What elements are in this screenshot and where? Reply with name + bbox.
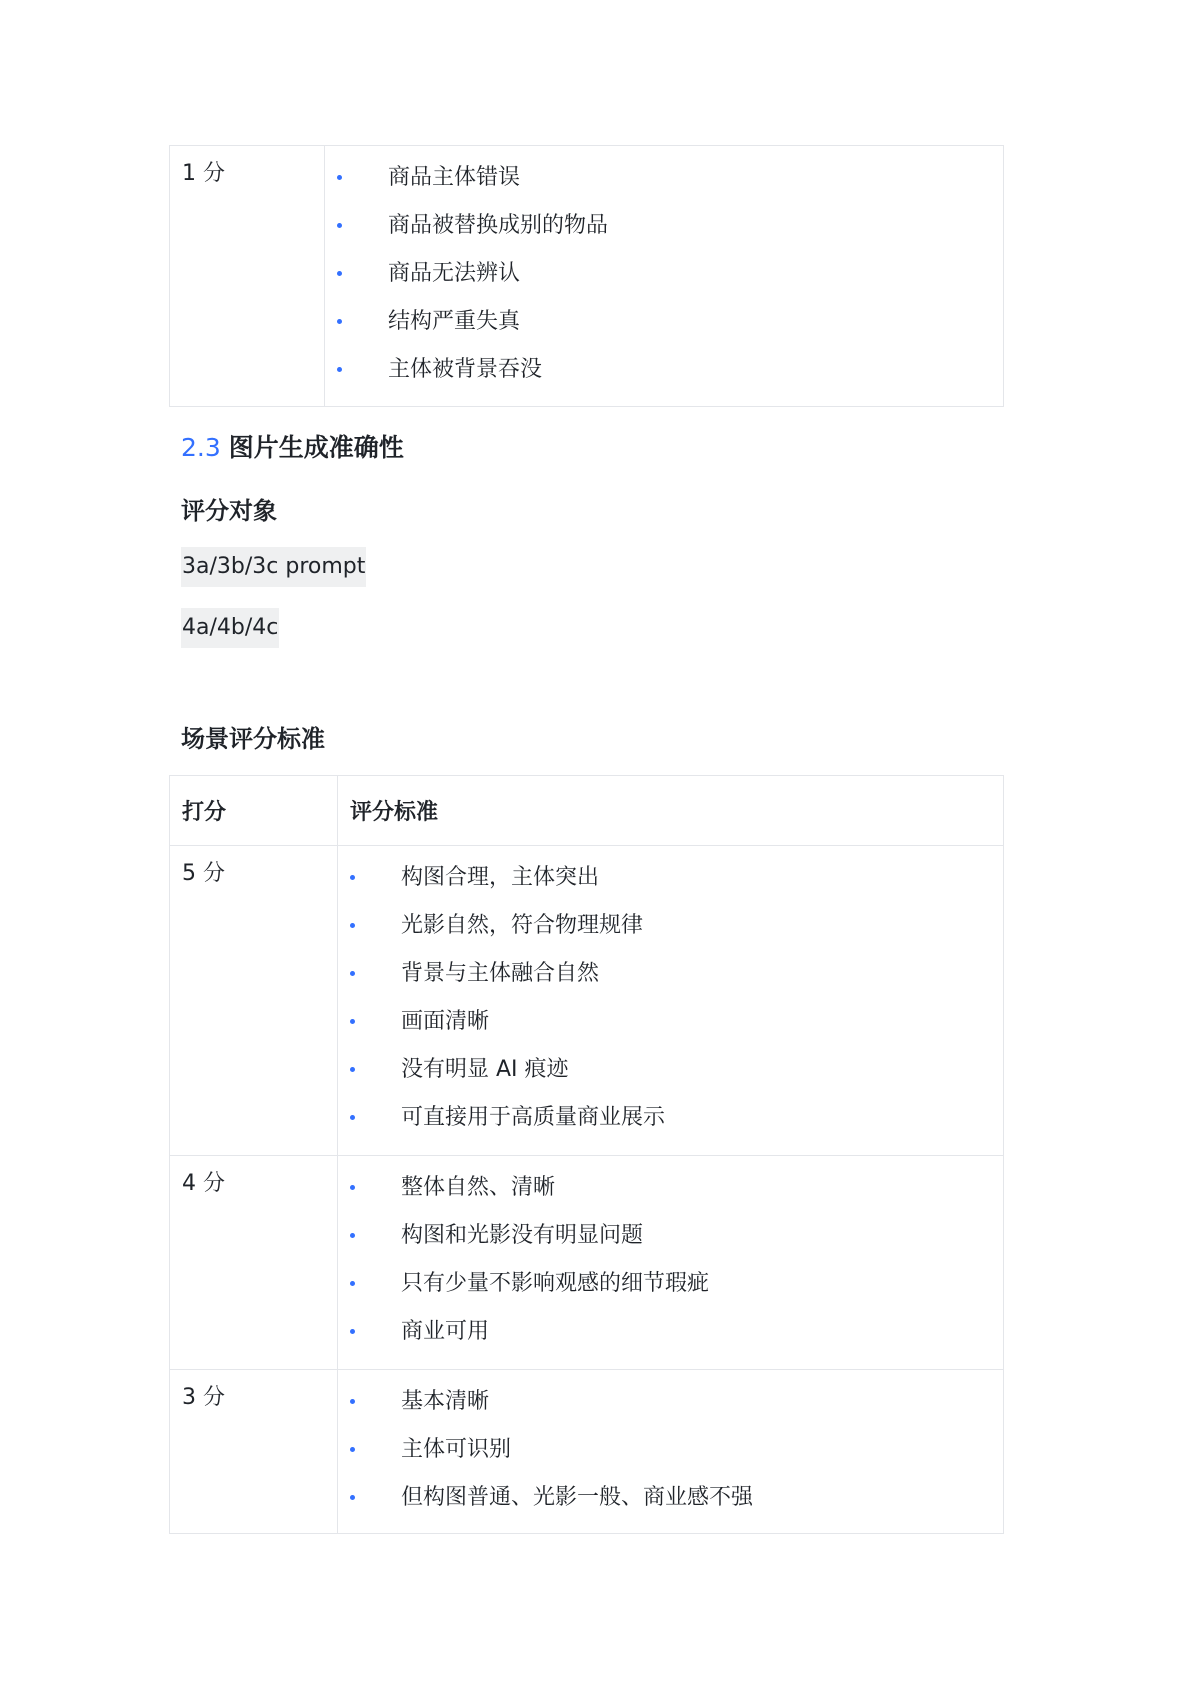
list-item (338, 854, 1003, 902)
bullet-icon (337, 223, 342, 228)
scene-criteria-title: 场景评分标准 (181, 725, 325, 753)
eval-object-title: 评分对象 (181, 497, 277, 525)
bullet-icon (337, 271, 342, 276)
criteria-cell (338, 846, 1004, 1156)
criteria-cell (338, 1370, 1004, 1534)
section-title-text: 图片生成准确性 (228, 433, 404, 462)
inline-code: 3a/3b/3c prompt (181, 547, 366, 587)
list-item (325, 298, 1003, 346)
section-number: 2.3 (181, 433, 221, 462)
bullet-icon (350, 1115, 355, 1120)
criteria-list (325, 154, 1003, 394)
bullet-icon (350, 923, 355, 928)
bullet-icon (350, 1067, 355, 1072)
section-heading (181, 430, 404, 466)
score-cell: 3 分 (170, 1370, 338, 1534)
list-item-text: 商品被替换成别的物品 (388, 213, 609, 238)
score-cell: 4 分 (170, 1156, 338, 1370)
list-item-text: 但构图普通、光影一般、商业感不强 (401, 1485, 754, 1510)
bullet-icon (350, 1019, 355, 1024)
bullet-icon (337, 319, 342, 324)
scene-criteria-table (169, 775, 1004, 1534)
list-item-text: 整体自然、清晰 (401, 1175, 556, 1200)
list-item-text: 商品主体错误 (388, 165, 521, 190)
list-item (338, 1046, 1003, 1094)
criteria-list (338, 854, 1003, 1142)
score-cell: 1 分 (170, 146, 325, 407)
list-item-text: 主体被背景吞没 (388, 357, 543, 382)
list-item-text: 商业可用 (401, 1319, 490, 1344)
list-item-text: 画面清晰 (401, 1009, 490, 1034)
list-item (338, 998, 1003, 1046)
list-item (338, 1426, 1003, 1474)
list-item-text: 构图合理，主体突出 (401, 865, 600, 890)
table-row (170, 1370, 1004, 1534)
list-item (338, 1164, 1003, 1212)
bullet-icon (337, 175, 342, 180)
criteria-cell (325, 146, 1004, 407)
list-item (325, 346, 1003, 394)
bullet-icon (350, 1447, 355, 1452)
list-item-text: 结构严重失真 (388, 309, 521, 334)
criteria-list (338, 1378, 1003, 1522)
list-item-text: 只有少量不影响观感的细节瑕疵 (401, 1271, 710, 1296)
bullet-icon (350, 1233, 355, 1238)
bullet-icon (337, 367, 342, 372)
top-criteria-table (169, 145, 1004, 407)
criteria-cell (338, 1156, 1004, 1370)
table-row (170, 846, 1004, 1156)
inline-code: 4a/4b/4c (181, 608, 279, 648)
list-item (325, 154, 1003, 202)
list-item-text: 背景与主体融合自然 (401, 961, 600, 986)
table-row (170, 146, 1004, 407)
list-item (325, 202, 1003, 250)
list-item (325, 250, 1003, 298)
list-item (338, 1378, 1003, 1426)
bullet-icon (350, 875, 355, 880)
list-item-text: 可直接用于高质量商业展示 (401, 1105, 666, 1130)
bullet-icon (350, 1281, 355, 1286)
bullet-icon (350, 1495, 355, 1500)
list-item-text: 商品无法辨认 (388, 261, 521, 286)
list-item (338, 1094, 1003, 1142)
list-item-text: 光影自然，符合物理规律 (401, 913, 644, 938)
list-item (338, 1260, 1003, 1308)
bullet-icon (350, 1399, 355, 1404)
list-item-text: 构图和光影没有明显问题 (401, 1223, 644, 1248)
table-header-row (170, 776, 1004, 846)
bullet-icon (350, 1329, 355, 1334)
list-item (338, 950, 1003, 998)
list-item (338, 1474, 1003, 1522)
table-row (170, 1156, 1004, 1370)
list-item (338, 1308, 1003, 1356)
header-criteria: 评分标准 (338, 776, 1004, 846)
header-score: 打分 (170, 776, 338, 846)
list-item (338, 1212, 1003, 1260)
list-item-text: 基本清晰 (401, 1389, 490, 1414)
list-item (338, 902, 1003, 950)
list-item-text: 主体可识别 (401, 1437, 512, 1462)
bullet-icon (350, 971, 355, 976)
score-cell: 5 分 (170, 846, 338, 1156)
criteria-list (338, 1164, 1003, 1356)
list-item-text: 没有明显 AI 痕迹 (401, 1057, 569, 1082)
bullet-icon (350, 1185, 355, 1190)
